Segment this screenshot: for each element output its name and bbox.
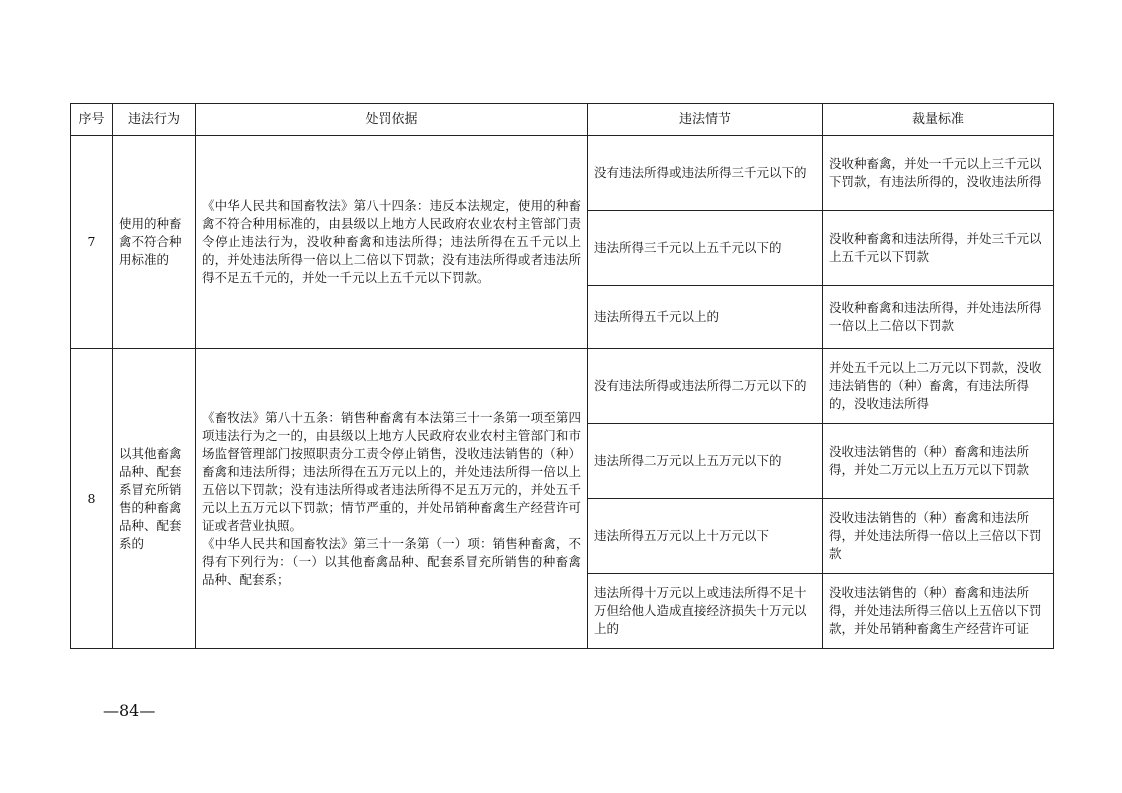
standard-cell: 并处五千元以上二万元以下罚款，没收违法销售的（种）畜禽，有违法所得的，没收违法所得 bbox=[823, 349, 1054, 424]
table-row bbox=[71, 136, 1054, 211]
header-violation: 违法行为 bbox=[113, 104, 196, 136]
basis-paragraph: 《中华人民共和国畜牧法》第八十四条：违反本法规定，使用的种畜禽不符合种用标准的，由县级以上地方人民政府农业农村主管部门责令停止违法行为，没收种畜禽和违法所得；违法所得在五千元以上的，并处违法所得一倍以上二倍以下罚款；没有违法所得或者违法所得不足五千元的，并处一千元以上五千元以下罚款。 bbox=[202, 198, 581, 285]
standard-cell: 没收种畜禽和违法所得，并处三千元以上五千元以下罚款 bbox=[823, 211, 1054, 286]
standard-cell: 没收种畜禽，并处一千元以上三千元以下罚款，有违法所得的，没收违法所得 bbox=[823, 136, 1054, 211]
row-number: 7 bbox=[71, 136, 113, 349]
violation-cell: 使用的种畜禽不符合种用标准的 bbox=[113, 136, 196, 349]
basis-paragraph: 《畜牧法》第八十五条：销售种畜禽有本法第三十一条第一项至第四项违法行为之一的，由县级以上地方人民政府农业农村主管部门和市场监督管理部门按照职责分工责令停止销售，没收违法销售的（种）畜禽和违法所得；违法所得在五万元以上的，并处违法所得一倍以上五倍以下罚款；没有违法所得或者违法所得不足五万元的，并处五千元以上五万元以下罚款；情节严重的，并处吊销种畜禽生产经营许可证或者营业执照。 bbox=[202, 409, 581, 533]
header-standard: 裁量标准 bbox=[823, 104, 1054, 136]
header-basis: 处罚依据 bbox=[196, 104, 588, 136]
page-number: —84— bbox=[103, 701, 156, 720]
standard-cell: 没收违法销售的（种）畜禽和违法所得，并处违法所得三倍以上五倍以下罚款，并处吊销种畜禽生产经营许可证 bbox=[823, 574, 1054, 649]
standard-cell: 没收违法销售的（种）畜禽和违法所得，并处二万元以上五万元以下罚款 bbox=[823, 424, 1054, 499]
standard-cell: 没收违法销售的（种）畜禽和违法所得，并处违法所得一倍以上三倍以下罚款 bbox=[823, 499, 1054, 574]
table-header-row bbox=[71, 104, 1054, 136]
circumstance-cell: 违法所得十万元以上或违法所得不足十万但给他人造成直接经济损失十万元以上的 bbox=[588, 574, 823, 649]
basis-paragraph: 《中华人民共和国畜牧法》第三十一条第（一）项：销售种畜禽，不得有下列行为：（一）以其他畜禽品种、配套系冒充所销售的种畜禽品种、配套系； bbox=[202, 535, 581, 587]
table-row bbox=[71, 349, 1054, 424]
penalty-standard-table bbox=[70, 103, 1054, 649]
standard-cell: 没收种畜禽和违法所得，并处违法所得一倍以上二倍以下罚款 bbox=[823, 286, 1054, 349]
header-num: 序号 bbox=[71, 104, 113, 136]
circumstance-cell: 违法所得五万元以上十万元以下 bbox=[588, 499, 823, 574]
circumstance-cell: 违法所得二万元以上五万元以下的 bbox=[588, 424, 823, 499]
header-circumstance: 违法情节 bbox=[588, 104, 823, 136]
row-number: 8 bbox=[71, 349, 113, 649]
basis-cell bbox=[196, 349, 588, 649]
basis-cell bbox=[196, 136, 588, 349]
violation-cell: 以其他畜禽品种、配套系冒充所销售的种畜禽品种、配套系的 bbox=[113, 349, 196, 649]
circumstance-cell: 没有违法所得或违法所得三千元以下的 bbox=[588, 136, 823, 211]
circumstance-cell: 违法所得五千元以上的 bbox=[588, 286, 823, 349]
circumstance-cell: 违法所得三千元以上五千元以下的 bbox=[588, 211, 823, 286]
circumstance-cell: 没有违法所得或违法所得二万元以下的 bbox=[588, 349, 823, 424]
